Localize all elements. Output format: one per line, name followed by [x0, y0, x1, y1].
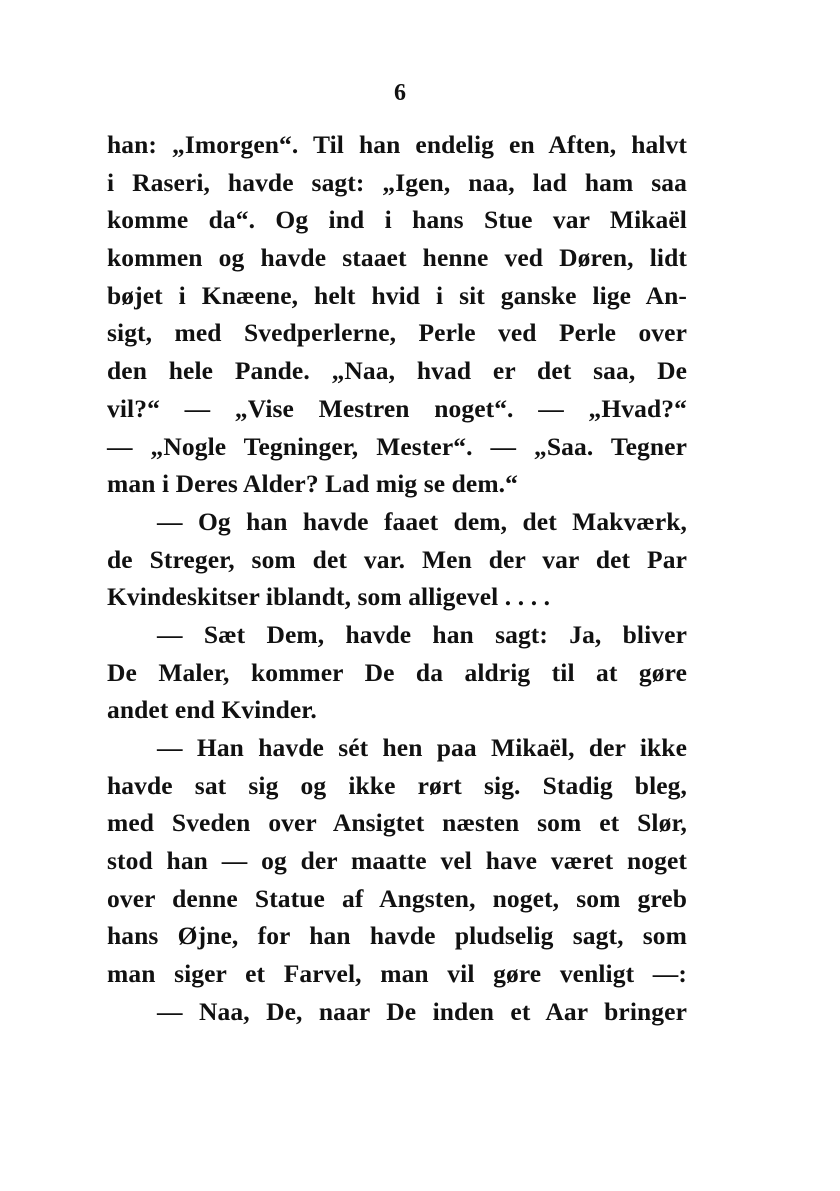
text-line: andet end Kvinder. [107, 695, 317, 725]
page-number: 6 [394, 80, 406, 106]
text-line: komme da“. Og ind i hans Stue var Mikaël [107, 205, 687, 235]
text-line: han: „Imorgen“. Til han endelig en Aften, halvt [107, 130, 687, 159]
text-line: man siger et Farvel, man vil gøre venligt —: [107, 959, 687, 989]
text-line: — Han havde sét hen paa Mikaël, der ikke [157, 733, 687, 762]
text-line: man i Deres Alder? Lad mig se dem.“ [107, 469, 519, 499]
text-line: — Naa, De, naar De inden et Aar bringer [157, 996, 687, 1026]
text-line: stod han — og der maatte vel have været noget [107, 846, 687, 876]
text-line: havde sat sig og ikke rørt sig. Stadig bleg, [107, 770, 687, 800]
text-line: over denne Statue af Angsten, noget, som greb [107, 883, 687, 913]
body-text [107, 126, 687, 1031]
text-line: vil?“ — „Vise Mestren noget“. — „Hvad?“ [107, 393, 687, 423]
text-line: de Streger, som det var. Men der var det Par [107, 544, 687, 574]
text-line: Kvindeskitser iblandt, som alligevel . . . . [107, 582, 551, 612]
text-line: — Og han havde faaet dem, det Makværk, [157, 506, 687, 536]
text-line: bøjet i Knæene, helt hvid i sit ganske lige An- [107, 280, 687, 310]
text-line: hans Øjne, for han havde pludselig sagt, som [107, 921, 687, 951]
text-line: med Sveden over Ansigtet næsten som et Slør, [107, 808, 687, 838]
text-line: i Raseri, havde sagt: „Igen, naa, lad ham saa [107, 167, 687, 197]
text-line: De Maler, kommer De da aldrig til at gøre [107, 657, 687, 687]
text-line: — Sæt Dem, havde han sagt: Ja, bliver [157, 619, 687, 649]
text-line: — „Nogle Tegninger, Mester“. — „Saa. Tegner [107, 431, 687, 461]
text-line: kommen og havde staaet henne ved Døren, lidt [107, 243, 687, 273]
text-line: den hele Pande. „Naa, hvad er det saa, De [107, 356, 687, 386]
text-line: sigt, med Svedperlerne, Perle ved Perle over [107, 318, 687, 348]
